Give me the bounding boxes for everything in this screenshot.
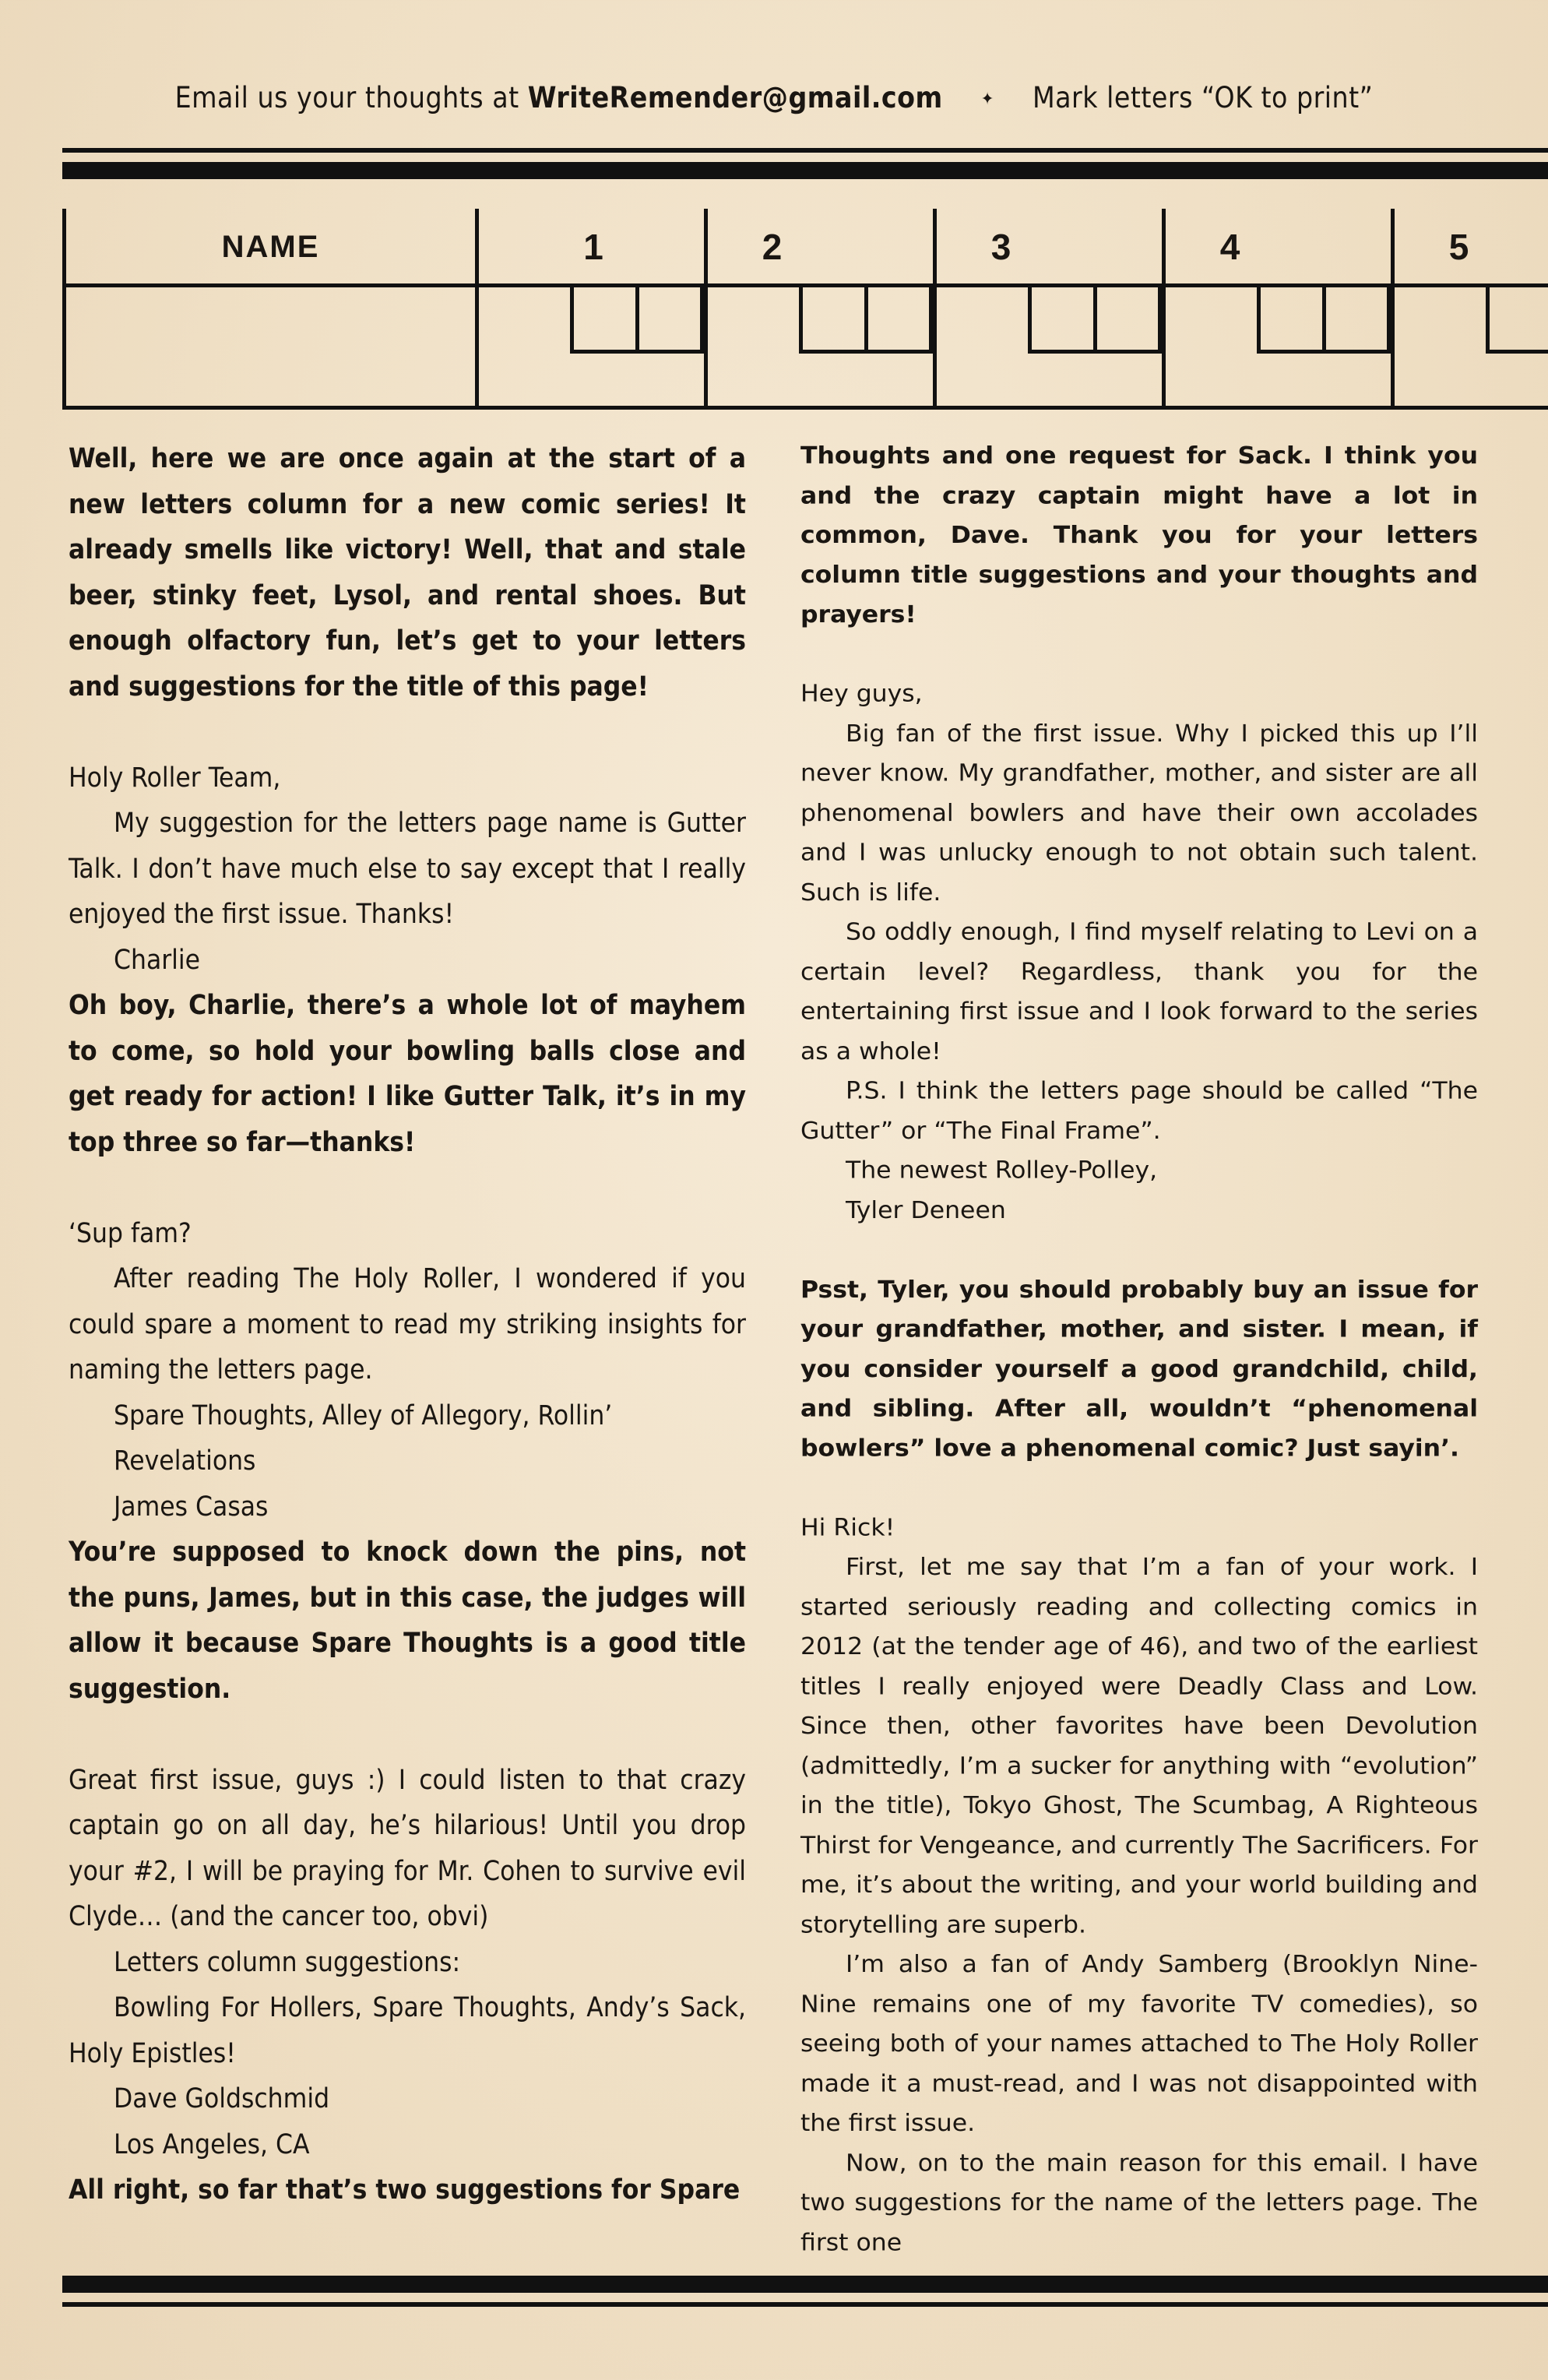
letter-signature-line: James Casas: [114, 1491, 269, 1523]
frame-1-header: 1: [583, 227, 603, 267]
frame-3-box-divider: [1093, 287, 1097, 350]
paragraph-gap: [800, 1468, 1478, 1508]
letter-paragraph: Great first issue, guys :) I could listen to that crazy captain go on all day, he’s hilarious! Until you drop your #2, I will be praying for Mr. Cohen to survive evil Clyde… (and the cancer too, obvi): [69, 1764, 746, 1932]
letter-signature-line: The newest Rolley-Polley,: [846, 1157, 1158, 1185]
letter-paragraph: Big fan of the first issue. Why I picked this up I’ll never know. My grandfather, mother, and sister are all phenomenal bowlers and have their own accolades and I was unlucky enough to not obtain such talent. Such is life.: [800, 720, 1478, 907]
email-prefix: Email us your thoughts at: [174, 81, 519, 114]
frame-2-score-box[interactable]: [799, 287, 933, 354]
print-note: Mark letters “OK to print”: [1032, 81, 1374, 114]
letter-signature-line: Tyler Deneen: [846, 1196, 1006, 1224]
diamond-separator-icon: ✦: [980, 90, 994, 109]
name-header: NAME: [221, 230, 320, 264]
letter-paragraph: Holy Roller Team,: [69, 762, 281, 794]
letter-signature-line: Dave Goldschmid: [114, 2083, 330, 2114]
letter-paragraph: So oddly enough, I find myself relating to Levi on a certain level? Regardless, thank you for the entertaining first issue and I look forward to the series as a whole!: [800, 918, 1478, 1065]
letter-paragraph: Hi Rick!: [800, 1514, 895, 1542]
editor-reply: You’re supposed to knock down the pins, not the puns, James, but in this case, the judges will allow it because Spare Thoughts is a good title suggestion.: [69, 1537, 746, 1705]
editor-reply: Thoughts and one request for Sack. I think you and the crazy captain might have a lot in common, Dave. Thank you for your letters column title suggestions and your thoughts and prayers!: [800, 442, 1478, 628]
bottom-rule-thin: [62, 2302, 1548, 2307]
frame-1-box-divider: [635, 287, 639, 350]
letter-paragraph: Hey guys,: [800, 680, 923, 708]
contact-header: [0, 81, 1548, 114]
letter-signature-line: Spare Thoughts, Alley of Allegory, Rollin’ Revelations: [114, 1399, 613, 1477]
letter-signature-line: Letters column suggestions:: [114, 1946, 461, 1978]
frame-2-box-divider: [864, 287, 868, 350]
frame-3-score-box[interactable]: [1028, 287, 1162, 354]
letter-paragraph: P.S. I think the letters page should be called “The Gutter” or “The Final Frame”.: [800, 1077, 1478, 1145]
letter-paragraph: Bowling For Hollers, Spare Thoughts, Andy’s Sack, Holy Epistles!: [69, 1992, 746, 2069]
paragraph-gap: [69, 1712, 746, 1758]
frame-1-score-box[interactable]: [570, 287, 704, 354]
letter-paragraph: My suggestion for the letters page name is Gutter Talk. I don’t have much else to say except that I really enjoyed the first issue. Thanks!: [69, 808, 746, 930]
frame-5-header: 5: [1448, 227, 1469, 267]
editor-reply: Oh boy, Charlie, there’s a whole lot of mayhem to come, so hold your bowling balls close and get ready for action! I like Gutter Talk, it’s in my top three so far—thanks!: [69, 990, 746, 1158]
paragraph-gap: [800, 635, 1478, 674]
paragraph-gap: [69, 1165, 746, 1211]
letter-paragraph: ‘Sup fam?: [69, 1217, 192, 1249]
email-address[interactable]: WriteRemender@gmail.com: [527, 81, 943, 114]
frame-2-header: 2: [762, 227, 783, 267]
letter-signature-line: Charlie: [114, 944, 201, 976]
frame-5-score-box[interactable]: [1486, 287, 1548, 354]
left-letters-column: [69, 436, 746, 2213]
editor-reply: All right, so far that’s two suggestions for Spare: [69, 2174, 741, 2206]
bowling-score-table: [62, 209, 1548, 410]
frame-4-box-divider: [1322, 287, 1326, 350]
frame-3-header: 3: [990, 227, 1011, 267]
frame-4-score-box[interactable]: [1257, 287, 1391, 354]
right-letters-column: [800, 436, 1478, 2262]
top-rule-thin: [62, 148, 1548, 153]
top-rule-thick: [62, 162, 1548, 179]
bottom-rule-thick: [62, 2276, 1548, 2293]
letter-paragraph: After reading The Holy Roller, I wondered if you could spare a moment to read my striking insights for naming the letters page.: [69, 1263, 746, 1385]
paragraph-gap: [69, 709, 746, 755]
letter-paragraph: First, let me say that I’m a fan of your work. I started seriously reading and collecting comics in 2012 (at the tender age of 46), and two of the earliest titles I really enjoyed were Deadly Class and Low. Since then, other favorites have been Devolution (admittedly, I’m a sucker for anything with “evolution” in the title), Tokyo Ghost, The Scumbag, A Righteous Thirst for Vengeance, and currently The Sacrificers. For me, it’s about the writing, and your world building and storytelling are superb.: [800, 1554, 1478, 1938]
letter-signature-line: Los Angeles, CA: [114, 2128, 310, 2160]
letter-paragraph: I’m also a fan of Andy Samberg (Brooklyn Nine-Nine remains one of my favorite TV comedies), so seeing both of your names attached to The Holy Roller made it a must-read, and I was not disappointed with the first issue.: [800, 1950, 1478, 2137]
editor-reply: Well, here we are once again at the start of a new letters column for a new comic series! It already smells like victory! Well, that and stale beer, stinky feet, Lysol, and rental shoes. But enough olfactory fun, let’s get to your letters and suggestions for the title of this page!: [69, 443, 746, 702]
letter-paragraph: Now, on to the main reason for this email. I have two suggestions for the name of the letters page. The first one: [800, 2149, 1478, 2256]
frame-4-header: 4: [1219, 227, 1240, 267]
editor-reply: Psst, Tyler, you should probably buy an issue for your grandfather, mother, and sister. I mean, if you consider yourself a good grandchild, child, and sibling. After all, wouldn’t “phenomenal bowlers” love a phenomenal comic? Just sayin’.: [800, 1276, 1478, 1463]
paragraph-gap: [800, 1230, 1478, 1270]
